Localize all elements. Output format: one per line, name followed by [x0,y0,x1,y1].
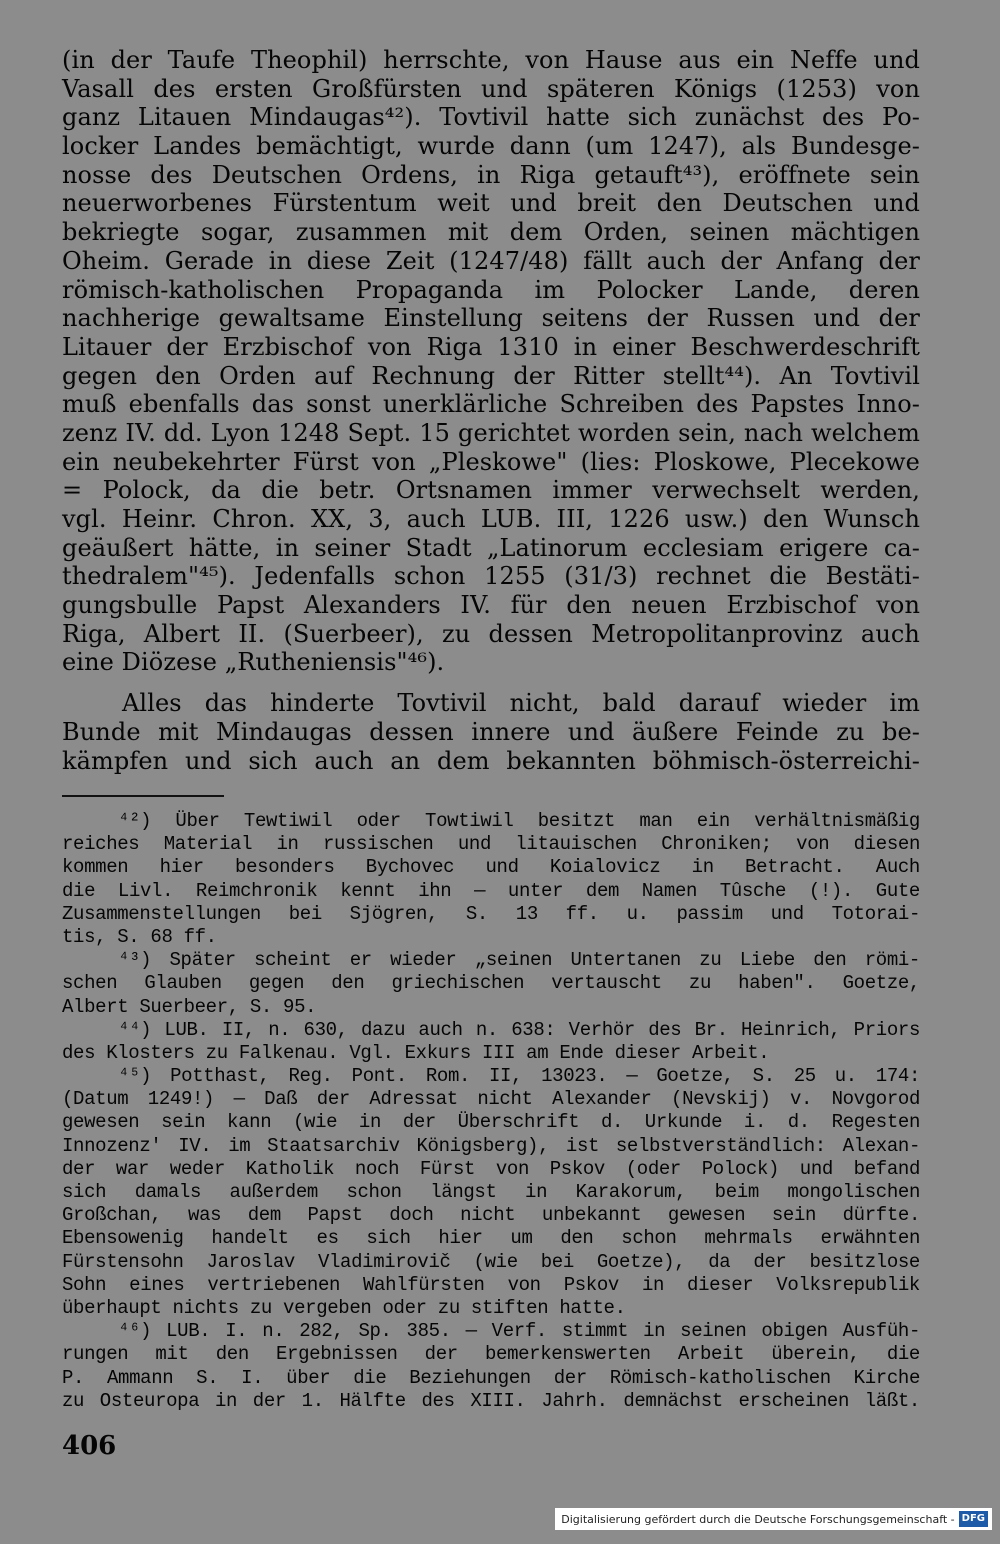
page-number: 406 [62,1431,117,1461]
footnote-line: ⁴³) Später scheint er wieder „seinen Untertanen zu Liebe den römi- [118,949,920,972]
footnote-line: Albert Suerbeer, S. 95. [62,995,317,1018]
body-line: gungsbulle Papst Alexanders IV. für den neuen Erzbischof von [62,591,920,620]
footnote-line: der war weder Katholik noch Fürst von Pskov (oder Polock) und befand [62,1157,920,1180]
footnote-line: Fürstensohn Jaroslav Vladimirovič (wie bei Goetze), da der besitzlose [62,1250,920,1273]
footnote-line: des Klosters zu Falkenau. Vgl. Exkurs III am Ende dieser Arbeit. [62,1041,770,1064]
footnote-line: ⁴⁶) LUB. I. n. 282, Sp. 385. — Verf. stimmt in seinen obigen Ausfüh- [118,1320,920,1343]
footnote-line: Ebensowenig handelt es sich hier um den schon mehrmals erwähnten [62,1227,920,1250]
footnote-line: Zusammenstellungen bei Sjögren, S. 13 ff. u. passim und Totorai- [62,902,920,925]
body-line: thedralem"⁴⁵). Jedenfalls schon 1255 (31/3) rechnet die Bestäti- [62,562,920,591]
body-line: nachherige gewaltsame Einstellung seitens der Russen und der [62,304,920,333]
footnote-line: Innozenz' IV. im Staatsarchiv Königsberg), ist selbstverständlich: Alexan- [62,1134,920,1157]
credit-text: Digitalisierung gefördert durch die Deutsche Forschungsgemeinschaft - [561,1512,955,1526]
footnote-line: rungen mit den Ergebnissen der bemerkenswerten Arbeit überein, die [62,1343,920,1366]
body-line: vgl. Heinr. Chron. XX, 3, auch LUB. III, 1226 usw.) den Wunsch [62,505,920,533]
body-line: Bunde mit Mindaugas dessen innere und äußere Feinde zu be- [62,717,920,746]
footnote-line: die Livl. Reimchronik kennt ihn — unter dem Namen Tûsche (!). Gute [62,879,920,902]
body-line: (in der Taufe Theophil) herrschte, von Hause aus ein Neffe und [62,46,920,74]
body-line: Alles das hinderte Tovtivil nicht, bald darauf wieder im [122,689,920,718]
footnote-line: sich damals außerdem schon längst in Karakorum, beim mongolischen [62,1181,920,1203]
footnote-line: reiches Material in russischen und litauischen Chroniken; von diesen [62,833,920,856]
body-line: bekriegte sogar, zusammen mit dem Orden, seinen mächtigen [62,218,920,247]
dfg-logo-icon: DFG [959,1511,988,1527]
body-line: kämpfen und sich auch an dem bekannten böhmisch-österreichi- [62,746,920,775]
body-line: ganz Litauen Mindaugas⁴²). Tovtivil hatte sich zunächst des Po- [62,103,920,132]
body-line: Oheim. Gerade in diese Zeit (1247/48) fällt auch der Anfang der [62,246,920,275]
body-line: Litauer der Erzbischof von Riga 1310 in einer Beschwerdeschrift [62,332,920,361]
footnote-line: ⁴²) Über Tewtiwil oder Towtiwil besitzt man ein verhältnismäßig [118,810,920,832]
footnote-line: ⁴⁴) LUB. II, n. 630, dazu auch n. 638: Verhör des Br. Heinrich, Priors [118,1018,920,1041]
digitization-credit [555,1508,992,1530]
body-line: Riga, Albert II. (Suerbeer), zu dessen Metropolitanprovinz auch [62,619,920,648]
body-line: geäußert hätte, in seiner Stadt „Latinorum ecclesiam erigere ca- [62,533,920,562]
footnote-line: gewesen sein kann (wie in der Überschrift d. Urkunde i. d. Regesten [62,1111,920,1134]
body-line: nosse des Deutschen Ordens, in Riga getauft⁴³), eröffnete sein [62,160,920,189]
footnote-line: kommen hier besonders Bychovec und Koialovicz in Betracht. Auch [62,856,920,879]
footnote-line: ⁴⁵) Potthast, Reg. Pont. Rom. II, 13023. — Goetze, S. 25 u. 174: [118,1065,920,1088]
footnote-line: überhaupt nichts zu vergeben oder zu stiften hatte. [62,1296,626,1319]
footnote-line: Großchan, was dem Papst doch nicht unbekannt gewesen sein dürfte. [62,1204,920,1227]
footnote-line: schen Glauben gegen den griechischen vertauscht zu haben". Goetze, [62,972,920,995]
body-line: neuerworbenes Fürstentum weit und breit den Deutschen und [62,189,920,218]
footnote-line: Sohn eines vertriebenen Wahlfürsten von Pskov in dieser Volksrepublik [62,1273,920,1296]
body-line: römisch-katholischen Propaganda im Polocker Lande, deren [62,275,920,304]
footnote-line: tis, S. 68 ff. [62,925,217,948]
body-line: locker Landes bemächtigt, wurde dann (um 1247), als Bundesge- [62,132,920,161]
footnote-line: (Datum 1249!) — Daß der Adressat nicht Alexander (Nevskij) v. Novgorod [62,1088,920,1111]
body-line: Vasall des ersten Großfürsten und späteren Königs (1253) von [62,74,920,103]
body-line: = Polock, da die betr. Ortsnamen immer verwechselt werden, [62,476,920,505]
body-line: gegen den Orden auf Rechnung der Ritter stellt⁴⁴). An Tovtivil [62,361,920,390]
body-line: zenz IV. dd. Lyon 1248 Sept. 15 gerichtet worden sein, nach welchem [62,418,920,447]
body-line: muß ebenfalls das sonst unerklärliche Schreiben des Papstes Inno- [62,390,920,419]
body-line: ein neubekehrter Fürst von „Pleskowe" (lies: Ploskowe, Plecekowe [62,447,920,476]
footnote-separator [62,795,224,797]
body-text [62,46,920,775]
body-line: eine Diözese „Rutheniensis"⁴⁶). [62,648,445,677]
footnote-line: zu Osteuropa in der 1. Hälfte des XIII. Jahrh. demnächst erscheinen läßt. [62,1389,920,1412]
footnotes [62,810,920,1413]
paragraph-gap [62,677,920,689]
footnote-line: P. Ammann S. I. über die Beziehungen der Römisch-katholischen Kirche [62,1366,920,1389]
